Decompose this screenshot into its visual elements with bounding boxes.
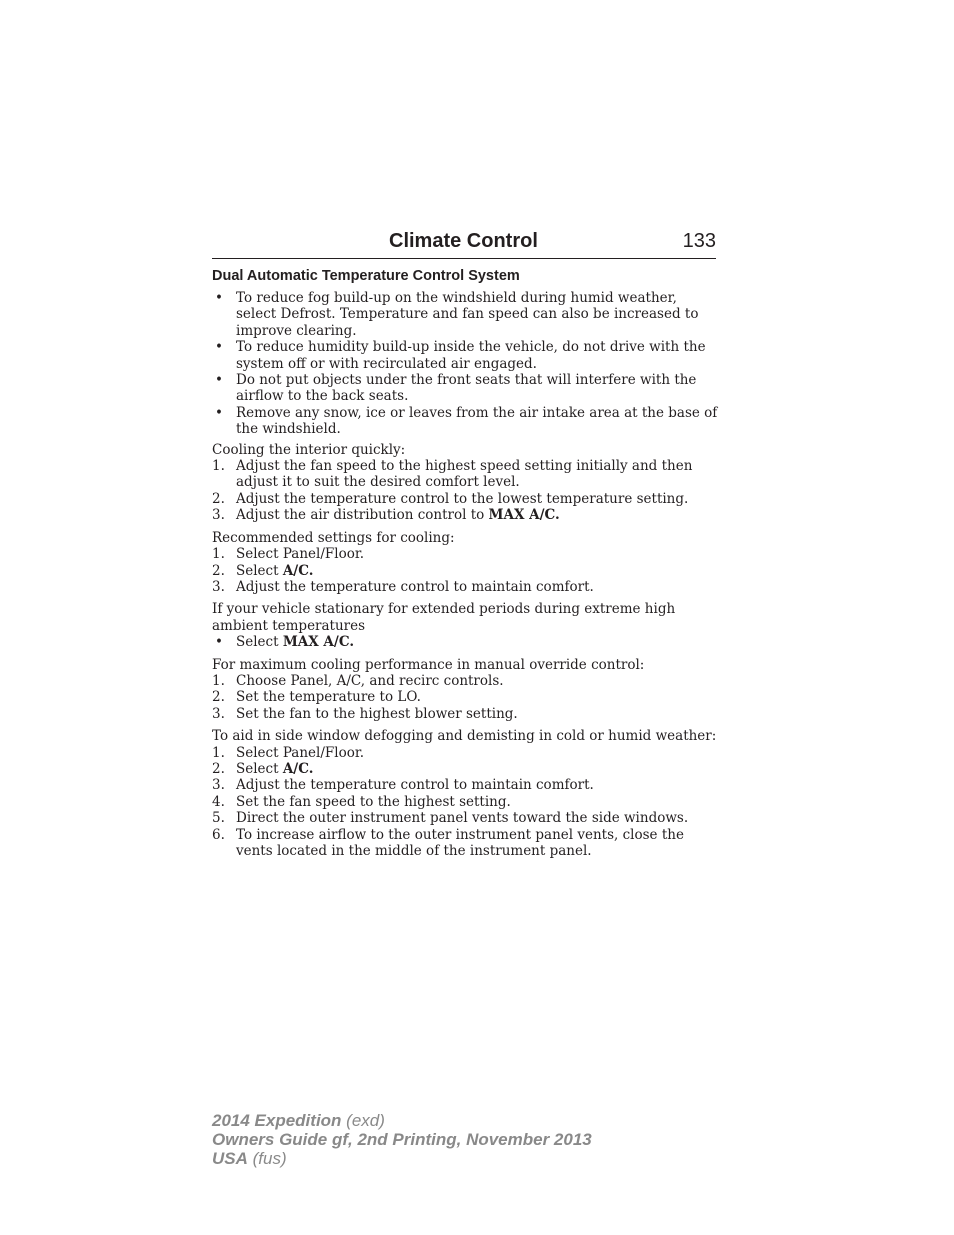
step-text: Adjust the fan speed to the highest speed setting initially and then adjust it to suit the desired comfort level. [236,458,693,491]
step-bold-text: MAX A/C. [488,507,560,524]
step-number: 2. [212,760,225,777]
manual-override-intro: For maximum cooling performance in manual override control: [212,656,645,673]
footer-printing-line [212,1130,592,1149]
tips-bullet-list [212,290,718,438]
page-footer [212,1111,592,1168]
step-number: 5. [212,810,225,827]
defogging-intro: To aid in side window defogging and demisting in cold or humid weather: [212,728,717,745]
step-item [212,706,718,722]
step-item [212,827,718,860]
bullet-item [212,634,718,650]
bullet-bold-text: MAX A/C. [282,634,355,651]
page-number: 133 [682,230,716,252]
bullet-icon: • [215,339,223,356]
step-item [212,673,718,689]
bullet-icon: • [215,634,223,651]
bullet-item [212,290,718,339]
step-text: Set the temperature to LO. [236,689,421,706]
recommended-intro: Recommended settings for cooling: [212,529,455,546]
cooling-quickly-steps [212,458,718,524]
step-text: Set the fan to the highest blower setting. [236,705,518,722]
bullet-text: Select [236,634,283,651]
step-number: 1. [212,744,225,761]
step-number: 3. [212,578,225,595]
step-text: Select Panel/Floor. [236,546,365,563]
step-text: Select [236,760,283,777]
bullet-text: Do not put objects under the front seats that will interfere with the airflow to the back seats. [236,372,697,405]
page-header [212,228,716,259]
cooling-quickly-intro: Cooling the interior quickly: [212,441,406,458]
bullet-icon: • [215,290,223,306]
step-number: 3. [212,705,225,722]
step-text: Adjust the temperature control to the lowest temperature setting. [236,490,689,507]
step-text: Adjust the temperature control to maintain comfort. [236,578,594,595]
step-number: 2. [212,490,225,507]
page-content [212,267,718,859]
stationary-intro: If your vehicle stationary for extended periods during extreme high ambient temperatures [212,601,676,634]
bullet-text: To reduce fog build-up on the windshield during humid weather, select Defrost. Temperature and fan speed can also be increased to improve clearing. [236,290,699,339]
step-text: Direct the outer instrument panel vents toward the side windows. [236,810,689,827]
step-number: 1. [212,546,225,563]
manual-override-steps [212,673,718,722]
footer-model: 2014 Expedition [212,1111,342,1130]
step-item [212,579,718,595]
step-bold-text: A/C. [282,562,314,579]
bullet-text: To reduce humidity build-up inside the vehicle, do not drive with the system off or with recirculated air engaged. [236,339,706,372]
step-item [212,458,718,491]
step-item [212,794,718,810]
footer-market-code: (fus) [252,1149,287,1168]
chapter-title: Climate Control [389,230,538,252]
bullet-text: Remove any snow, ice or leaves from the air intake area at the base of the windshield. [236,404,718,438]
defogging-steps [212,745,718,860]
step-text: Adjust the temperature control to maintain comfort. [236,777,594,794]
bullet-icon: • [215,404,223,421]
step-text: Choose Panel, A/C, and recirc controls. [236,672,504,689]
step-number: 1. [212,458,225,475]
step-item [212,507,718,523]
step-item [212,689,718,705]
step-text: To increase airflow to the outer instrument panel vents, close the vents located in the middle of the instrument panel. [236,826,684,859]
step-number: 2. [212,689,225,706]
step-number: 6. [212,826,225,843]
footer-printing: Owners Guide gf, 2nd Printing, November 2013 [212,1130,592,1149]
step-text: Adjust the air distribution control to [236,507,489,524]
step-item [212,810,718,826]
step-item [212,777,718,793]
step-text: Set the fan speed to the highest setting. [236,793,511,810]
step-number: 2. [212,562,225,579]
step-text: Select Panel/Floor. [236,744,365,761]
step-item [212,761,718,777]
step-number: 3. [212,777,225,794]
section-heading: Dual Automatic Temperature Control System [212,268,520,284]
step-number: 4. [212,793,225,810]
step-item [212,745,718,761]
step-text: Select [236,562,283,579]
step-item [212,563,718,579]
footer-market: USA [212,1149,248,1168]
bullet-item [212,372,718,405]
bullet-icon: • [215,372,223,389]
step-number: 1. [212,672,225,689]
step-bold-text: A/C. [282,760,314,777]
step-number: 3. [212,507,225,524]
bullet-item [212,405,718,438]
footer-market-line [212,1149,592,1168]
footer-model-line [212,1111,592,1130]
bullet-item [212,339,718,372]
recommended-steps [212,546,718,595]
footer-model-code: (exd) [346,1111,385,1130]
step-item [212,491,718,507]
step-item [212,546,718,562]
